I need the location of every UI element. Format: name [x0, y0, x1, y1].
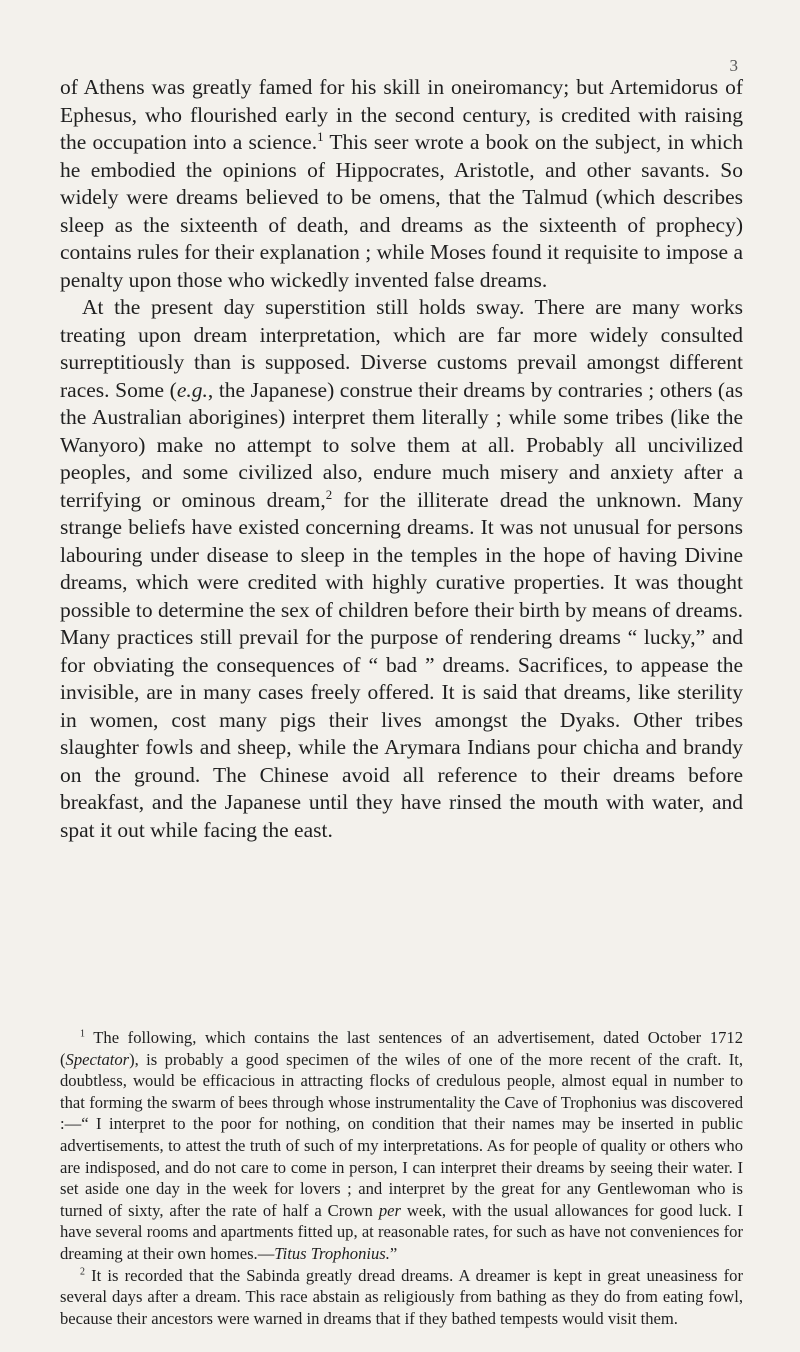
footnote-text: week, with the usual allowances for good luck. I have several rooms and apartments fitted up, at reasonable rates, for such as have not conveniences for dreaming at their own homes.— [60, 1200, 743, 1263]
footnote-marker: 2 [80, 1266, 85, 1277]
footnote-reference: 2 [325, 487, 333, 502]
paragraph-text: for the illiterate dread the unknown. Many strange beliefs have existed concerning dreams. It was not unusual for persons labouring under disease to sleep in the temples in the hope of having Divine dreams, which were credited with highly curative properties. It was thought possible to determine the sex of children before their birth by means of dreams. Many practices still prevail for the purpose of rendering dreams “ lucky,” and for obviating the consequences of “ bad ” dreams. Sacrifices, to appease the invisible, are in many cases freely offered. It is said that dreams, like sterility in women, cost many pigs their lives amongst the Dyaks. Other tribes slaughter fowls and sheep, while the Arymara Indians pour chicha and brandy on the ground. The Chinese avoid all reference to their dreams before breakfast, and the Japanese until they have rinsed the mouth with water, and spat it out while facing the east. [60, 487, 744, 842]
footnote [60, 1265, 743, 1330]
footnote-marker: 1 [80, 1028, 85, 1040]
footnote [60, 1027, 743, 1265]
main-text [60, 74, 743, 844]
paragraph [60, 74, 743, 294]
page-number: 3 [729, 56, 738, 75]
footnotes [60, 1027, 743, 1329]
footnote-text: ), is probably a good specimen of the wiles of one of the more recent of the craft. It, doubtless, would be efficacious in attracting flocks of credulous people, almost equal in number to that forming the swarm of bees through whose instrumentality the Cave of Trophonius was discovered :—“ I interpret to the poor for nothing, on condition that their names may be inserted in public advertisements, to attest the truth of such of my interpretations. As for people of quality or others who are indisposed, and do not care to come in person, I can interpret their dreams by seeing their water. I set aside one day in the week for lovers ; and interpret by the great for any Gentlewoman who is turned of sixty, after the rate of half a Crown [60, 1049, 743, 1220]
paragraph-text: This seer wrote a book on the subject, in which he embodied the opinions of Hippocrates, Aristotle, and other savants. So widely were dreams believed to be omens, that the Talmud (which describes sleep as the sixteenth of death, and dreams as the sixteenth of prophecy) contains rules for their explanation ; while Moses found it requisite to impose a penalty upon those who wickedly invented false dreams. [60, 130, 744, 292]
footnote-text: ” [389, 1243, 398, 1263]
paragraph-text: , the Japanese) construe their dreams by contraries ; others (as the Australian aborigines) interpret them literally ; while some tribes (like the Wanyoro) make no attempt to solve them at all. Probably all uncivilized peoples, and some civilized also, endure much misery and anxiety after a terrifying or ominous dream, [60, 377, 744, 512]
latin-word: per [378, 1200, 401, 1220]
source-title: Spectator [65, 1049, 130, 1069]
paragraph-text: of Athens was greatly famed for his skill in oneiromancy; but Artemidorus of Ephesus, who flourished early in the second century, is credited with raising the occupation into a science. [60, 75, 743, 154]
footnote-text: The following, which contains the last sentences of an advertisement, dated October 1712 ( [60, 1028, 743, 1069]
footnote-text: It is recorded that the Sabinda greatly dread dreams. A dreamer is kept in great uneasiness for several days after a dream. This race abstain as religiously from bathing as they do from eating fowl, because their ancestors were warned in dreams that if they bathed tempests would visit them. [60, 1265, 743, 1328]
paragraph [60, 294, 743, 844]
signature: Titus Trophonius. [274, 1243, 390, 1263]
paragraph-text: At the present day superstition still holds sway. There are many works treating upon dream interpretation, which are far more widely consulted surreptitiously than is supposed. Diverse customs prevail amongst different races. Some ( [60, 295, 743, 402]
footnote-reference: 1 [317, 129, 324, 144]
italic-abbreviation: e.g. [176, 377, 208, 402]
